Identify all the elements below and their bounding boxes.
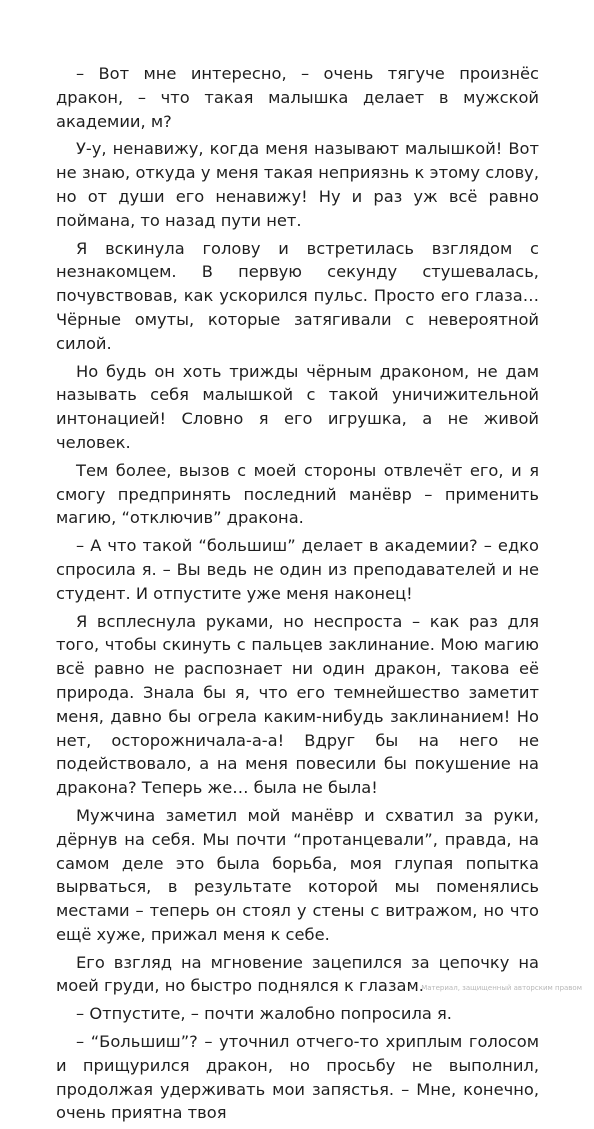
paragraph-8: Мужчина заметил мой манёвр и схватил за руки, дёрнув на себя. Мы почти “протанцевали”, правда, на самом деле это была борьба, моя глупая попытка вырваться, в результате которой мы поменялись местами – теперь он стоял у стены с витражом, но что ещё хуже, прижал меня к себе. [56, 805, 539, 944]
paragraph-5: Тем более, вызов с моей стороны отвлечёт его, и я смогу предпринять последний манёвр – применить магию, “отключив” дракона. [56, 460, 539, 528]
paragraph-11: – “Большиш”? – уточнил отчего-то хриплым голосом и прищурился дракон, но просьбу не выполнил, продолжая удерживать мои запястья. – Мне, конечно, очень приятна твоя [56, 1032, 539, 1123]
book-page-text [56, 62, 539, 1129]
paragraph-9: Его взгляд на мгновение зацепился за цепочку на моей груди, но быстро поднялся к глазам. [56, 952, 539, 996]
paragraph-7: Я всплеснула руками, но неспроста – как раз для того, чтобы скинуть с пальцев заклинание. Мою магию всё равно не распознает ни один дракон, такова её природа. Знала бы я, что его темнейшество заметит меня, давно бы огрела каким-нибудь заклинанием! Но нет, осторожничала-а-а! Вдруг бы на него не подействовало, а на меня повесили бы покушение на дракона? Теперь же… была не была! [56, 611, 539, 798]
paragraph-2: У-у, ненавижу, когда меня называют малышкой! Вот не знаю, откуда у меня такая неприязнь к этому слову, но от души его ненавижу! Ну и раз уж всё равно поймана, то назад пути нет. [56, 139, 539, 230]
paragraph-10: – Отпустите, – почти жалобно попросила я. [76, 1004, 452, 1024]
paragraph-1: – Вот мне интересно, – очень тягуче произнёс дракон, – что такая малышка делает в мужской академии, м? [56, 64, 539, 131]
copyright-watermark: Материал, защищенный авторским правом [421, 984, 582, 992]
paragraph-4: Но будь он хоть трижды чёрным драконом, не дам называть себя малышкой с такой уничижительной интонацией! Словно я его игрушка, а не живой человек. [56, 361, 539, 452]
paragraph-6: – А что такой “большиш” делает в академии? – едко спросила я. – Вы ведь не один из преподавателей и не студент. И отпустите уже меня наконец! [56, 536, 539, 603]
paragraph-3: Я вскинула голову и встретилась взглядом с незнакомцем. В первую секунду стушевалась, почувствовав, как ускорился пульс. Просто его глаза… Чёрные омуты, которые затягивали с невероятной силой. [56, 238, 539, 353]
